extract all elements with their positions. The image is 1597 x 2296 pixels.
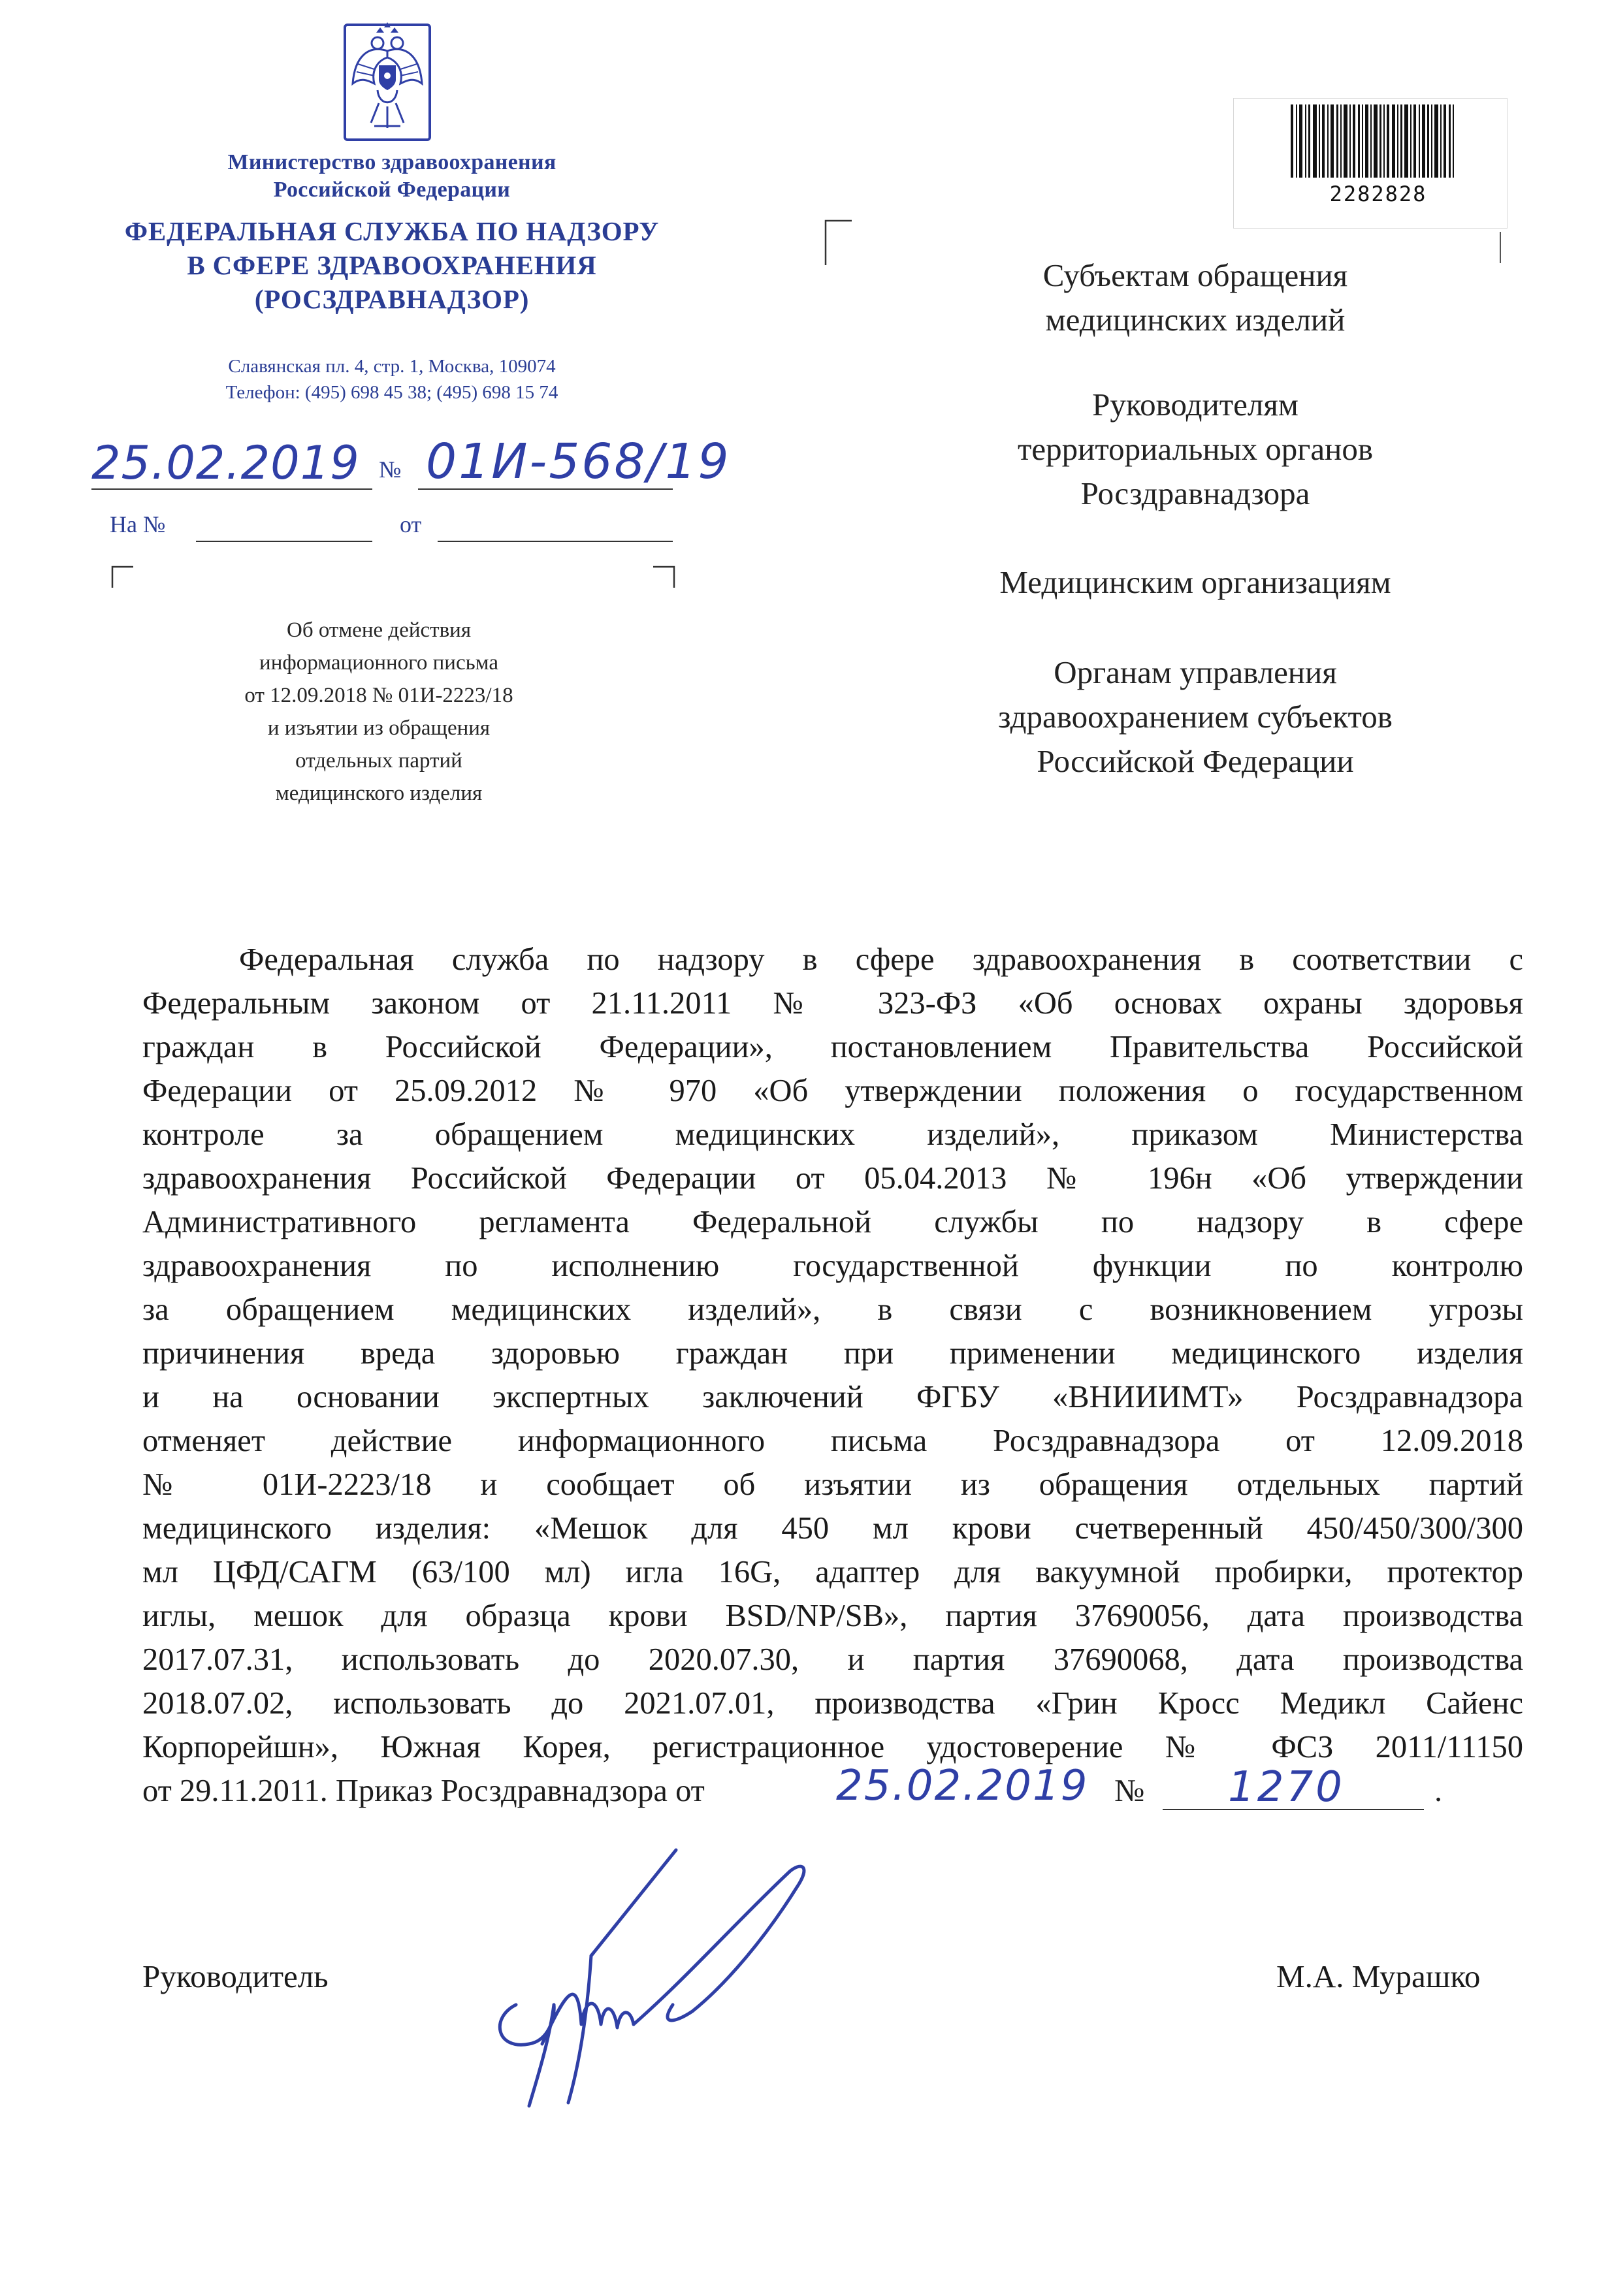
signatory-position: Руководитель	[142, 1958, 329, 1994]
signatory-name: М.А. Мурашко	[1276, 1958, 1481, 1994]
coat-of-arms-icon	[338, 18, 436, 146]
subject-corner-left	[111, 566, 133, 588]
body-paragraph-line: и на основании экспертных заключений ФГБУ «ВНИИИМТ» Росздравнадзора	[142, 1380, 1523, 1414]
subject-corner-right	[653, 566, 675, 588]
subject-line: отдельных партий	[295, 749, 462, 773]
addressee-line: здравоохранением субъектов	[998, 699, 1393, 735]
body-paragraph-line: № 01И-2223/18 и сообщает об изъятии из обращения отдельных партий	[142, 1467, 1523, 1502]
body-final-line	[142, 1769, 705, 1813]
body-paragraph-line: Корпорейшн», Южная Корея, регистрационное удостоверение № ФСЗ 2011/11150	[142, 1730, 1523, 1764]
subject-line: Об отмене действия	[286, 618, 472, 642]
addressee-line: Медицинским организациям	[999, 564, 1391, 600]
order-date: 25.02.2019	[836, 1762, 1089, 1810]
body-paragraph-line: граждан в Российской Федерации», постановлением Правительства Российской	[142, 1030, 1523, 1064]
body-paragraph-line: причинения вреда здоровью граждан при применении медицинского изделия	[142, 1336, 1523, 1371]
subject-line: информационного письма	[259, 651, 498, 675]
barcode-icon	[1233, 98, 1508, 229]
body-paragraph-line: здравоохранения по исполнению государственной функции по контролю	[142, 1249, 1523, 1283]
body-paragraph-line: Федерации от 25.09.2012 № 970 «Об утверждении положения о государственном	[142, 1074, 1523, 1108]
handwritten-signature-icon	[477, 1848, 843, 2129]
order-number: 1270	[1228, 1763, 1345, 1811]
body-paragraph-line: Федеральным законом от 21.11.2011 № 323-ФЗ «Об основах охраны здоровья	[142, 986, 1523, 1021]
subject-line: от 12.09.2018 № 01И-2223/18	[244, 684, 513, 707]
body-paragraph-line: за обращением медицинских изделий», в связи с возникновением угрозы	[142, 1292, 1523, 1327]
addressee-line: Субъектам обращения	[1042, 257, 1348, 293]
body-paragraph-line: здравоохранения Российской Федерации от 05.04.2013 № 196н «Об утверждении	[142, 1161, 1523, 1196]
service-address: Славянская пл. 4, стр. 1, Москва, 109074	[228, 356, 556, 377]
reply-date-underline	[438, 541, 673, 542]
registration-number-underline	[418, 488, 673, 490]
registration-date-underline	[91, 488, 372, 490]
service-name-line1: ФЕДЕРАЛЬНАЯ СЛУЖБА ПО НАДЗОРУ	[124, 216, 660, 246]
barcode-number: 2282828	[1329, 182, 1427, 206]
addressee-line: Росздравнадзора	[1080, 475, 1310, 511]
addressee-corner-left	[824, 219, 852, 265]
registration-number: 01И-568/19	[426, 434, 731, 490]
addressee-line: Органам управления	[1054, 654, 1337, 690]
service-name-line2: В СФЕРЕ ЗДРАВООХРАНЕНИЯ	[187, 250, 597, 280]
addressee-line: Руководителям	[1092, 387, 1299, 423]
body-paragraph-line: 2017.07.31, использовать до 2020.07.30, и партия 37690068, дата производства	[142, 1642, 1523, 1677]
registration-number-sign: №	[379, 456, 402, 483]
body-paragraph-line: Административного регламента Федеральной службы по надзору в сфере	[142, 1205, 1523, 1239]
body-final-suffix: .	[1434, 1774, 1443, 1808]
registration-date: 25.02.2019	[91, 436, 360, 490]
body-paragraph-line: 2018.07.02, использовать до 2021.07.01, производства «Грин Кросс Медикл Сайенс	[142, 1686, 1523, 1721]
addressee-line: Российской Федерации	[1037, 743, 1354, 779]
body-paragraph-line: контроле за обращением медицинских изделий», приказом Министерства	[142, 1117, 1523, 1152]
reply-number-underline	[196, 541, 372, 542]
ministry-name-line1: Министерство здравоохранения	[227, 150, 557, 174]
reply-from-label: от	[400, 511, 422, 537]
body-final-prefix: от 29.11.2011. Приказ Росздравнадзора от	[142, 1774, 705, 1808]
body-paragraph-line: Федеральная служба по надзору в сфере здравоохранения в соответствии с	[239, 942, 1523, 977]
addressee-line: медицинских изделий	[1045, 302, 1346, 338]
body-paragraph-line: отменяет действие информационного письма Росздравнадзора от 12.09.2018	[142, 1424, 1523, 1458]
subject-line: медицинского изделия	[275, 782, 483, 805]
order-number-sign: №	[1114, 1774, 1145, 1808]
reply-number-label: На №	[110, 511, 166, 537]
subject-line: и изъятии из обращения	[267, 716, 491, 740]
body-paragraph-line: иглы, мешок для образца крови BSD/NP/SB», партия 37690056, дата производства	[142, 1599, 1523, 1633]
service-phone: Телефон: (495) 698 45 38; (495) 698 15 74	[225, 382, 558, 403]
body-paragraph-line: мл ЦФД/САГМ (63/100 мл) игла 16G, адаптер для вакуумной пробирки, протектор	[142, 1555, 1523, 1589]
ministry-name-line2: Российской Федерации	[273, 178, 511, 202]
body-paragraph-line: медицинского изделия: «Мешок для 450 мл крови счетверенный 450/450/300/300	[142, 1511, 1523, 1546]
service-name-line3: (РОСЗДРАВНАДЗОР)	[254, 284, 530, 314]
addressee-line: территориальных органов	[1018, 431, 1373, 467]
